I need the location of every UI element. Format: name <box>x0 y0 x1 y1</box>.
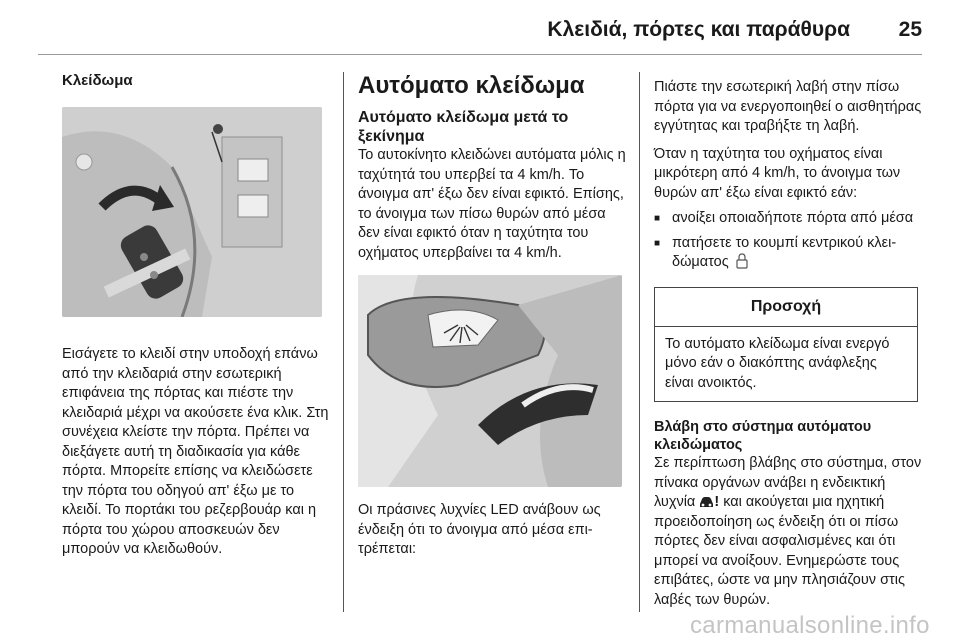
column-locking <box>62 72 330 560</box>
door-lock-figure <box>62 107 322 317</box>
car-warning-icon <box>699 496 714 508</box>
door-handle-led-figure <box>358 275 622 487</box>
led-caption: Οι πράσινες λυχνίες LED ανάβουν ως ένδειξη ότι το άνοιγμα από μέσα επιτρέπεται: <box>358 502 601 557</box>
subheading-auto-lock-after-start: Αυτόματο κλείδωμα μετά το ξεκίνημα <box>358 109 569 145</box>
outside-opening-conditions: Όταν η ταχύτητα του οχήματος είναι μικρότερη από 4 km/h, το άνοιγμα των θυρών απ' έξω είναι εφικτό εάν: <box>654 145 901 201</box>
watermark: carmanualsonline.info <box>690 612 930 639</box>
warning-text: Το αυτόματο κλείδωμα είναι ενεργό μόνο εάν ο διακόπτης ανάφλεξης είναι ανοικτός. <box>665 335 890 391</box>
warning-title: Προσοχή <box>655 288 917 327</box>
central-lock-icon <box>736 253 748 269</box>
section-heading-auto-locking: Αυτόματο κλείδωμα <box>358 72 585 99</box>
column-divider-1 <box>343 72 344 612</box>
header-divider <box>38 54 922 55</box>
page-number: 25 <box>898 18 922 41</box>
list-item: ■ πατήσετε το κουμπί κεντρικού κλειδώματος <box>654 234 922 273</box>
warning-box <box>654 287 918 403</box>
auto-locking-text: Το αυτοκίνητο κλειδώνει αυτόματα μόλις η ταχύτητά του υπερβεί τα 4 km/h. Το άνοιγμα απ' έξω δεν είναι εφικτό. Επίσης, το άνοιγμα των πίσω θυρών από μέσα δεν είναι εφικτό όταν η ταχύτητα του οχήματος υπερβαίνει τα 4 km/h. <box>358 147 626 261</box>
column-auto-locking <box>358 72 626 560</box>
list-item: ■ ανοίξει οποιαδήποτε πόρτα από μέσα <box>654 209 922 229</box>
column-divider-2 <box>639 72 640 612</box>
page-header <box>0 0 960 56</box>
column-rear-door <box>654 78 922 610</box>
fault-heading: Βλάβη στο σύστημα αυτόματου κλειδώματος <box>654 419 872 453</box>
section-heading-locking: Κλείδωμα <box>62 72 133 89</box>
locking-instructions: Εισάγετε το κλειδί στην υποδοχή επάνω από την κλειδαριά στην εσωτερική επιφάνεια της πόρτας και πιέστε την κλειδαριά μέχρι να ακούσετε ένα κλικ. Στη συνέχεια κλείστε την πόρτα. Πρέπει να διεξάγετε αυτή τη διαδικασία για κάθε πόρτα. Μπορείτε επίσης να κλειδώσετε την πόρτα του οδηγού απ' έξω με το κλειδί. Το πορτάκι του ρεζερβουάρ και η πόρτα του χώρου αποσκευών δεν μπορούν να κλειδωθούν. <box>62 346 329 557</box>
interior-door-handle-led-illustration <box>358 275 622 487</box>
door-lock-key-illustration <box>62 107 322 317</box>
rear-door-intro: Πιάστε την εσωτερική λαβή στην πίσω πόρτα για να ενεργοποιηθεί ο αισθητήρας εγγύτητας και τραβήξτε τη λαβή. <box>654 79 922 134</box>
page-section-title: Κλειδιά, πόρτες και παράθυρα <box>547 18 850 41</box>
conditions-list <box>654 209 922 273</box>
fault-text: Σε περίπτωση βλάβης στο σύστημα, στον πίνακα οργάνων ανάβει η ενδεικτική λυχνία ! και ακούγεται μια ηχητική προειδοποίηση ως ένδειξη ότι οι πίσω πόρτες δεν είναι ασφαλισμένες και ότι μπορεί να ανοίξουν. Ενημερώστε τους επιβάτες, ώστε να μην πλησιάζουν στις λαβές των θυρών. <box>654 455 922 608</box>
